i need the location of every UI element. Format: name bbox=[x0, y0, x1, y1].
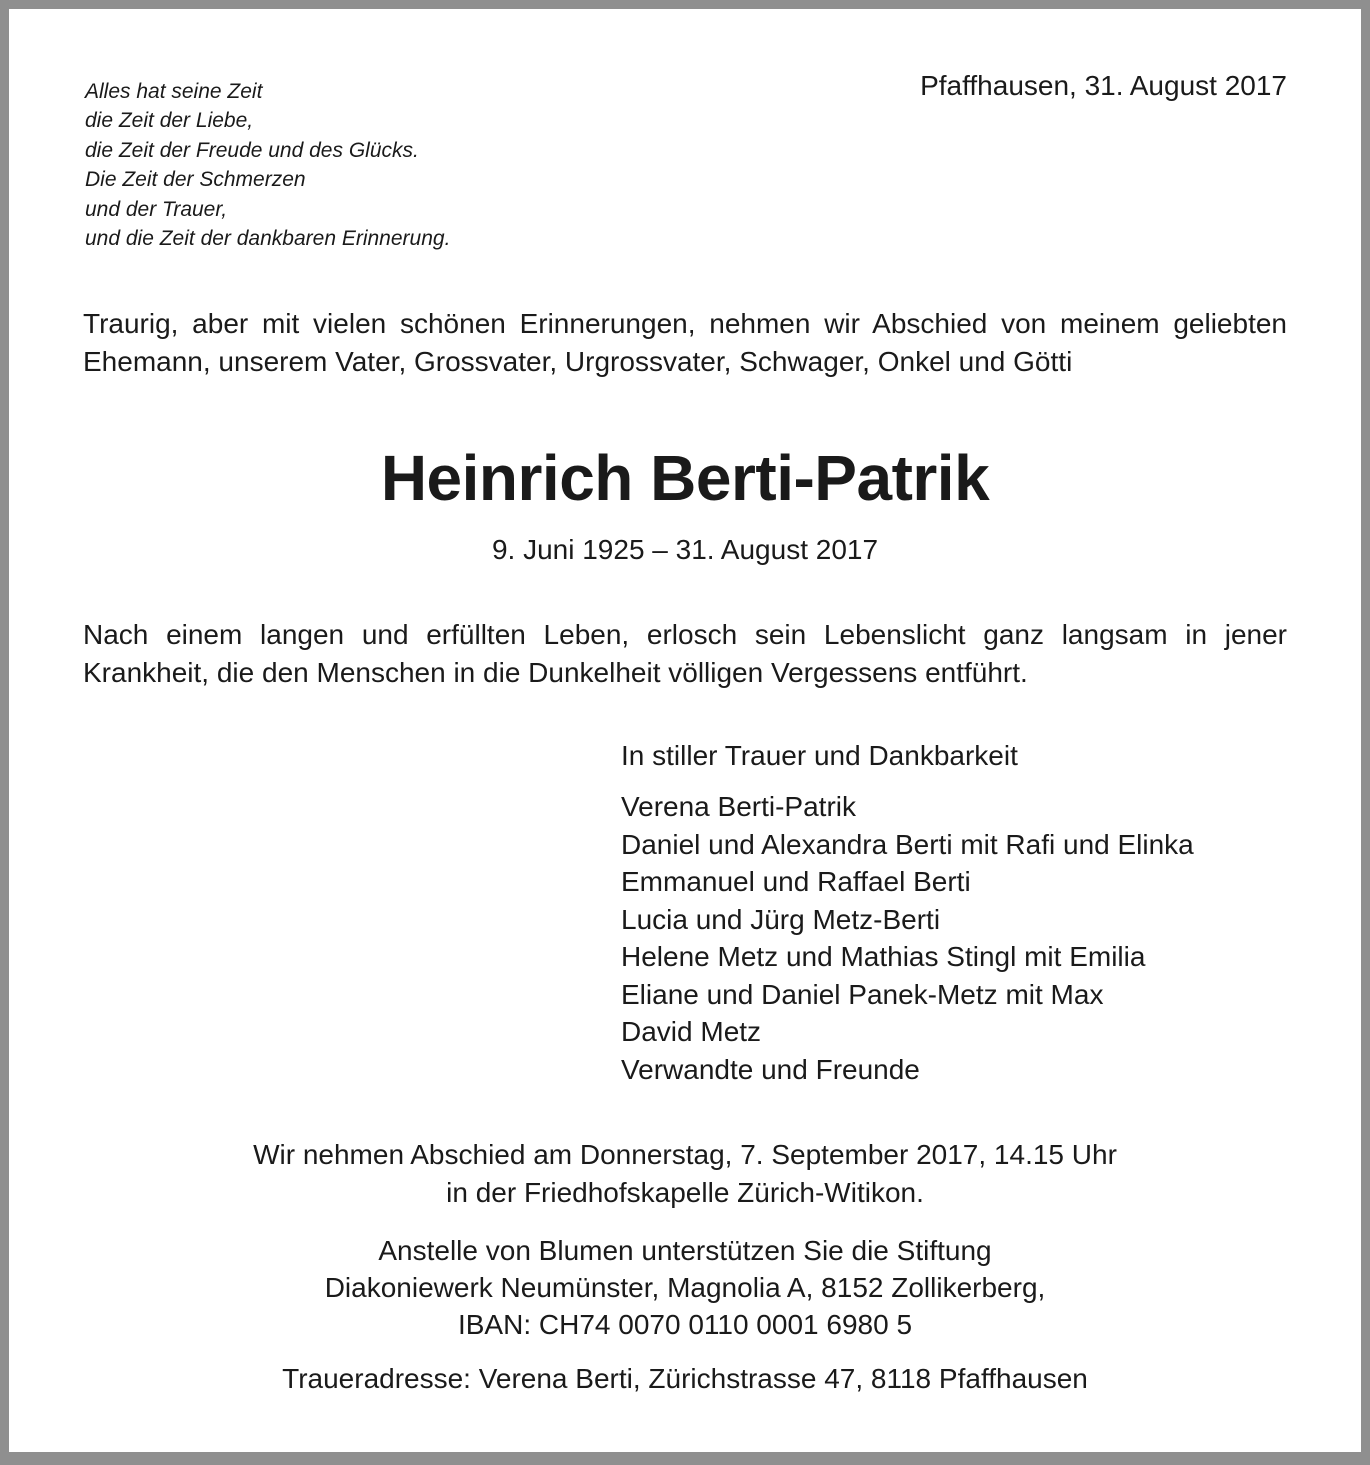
deceased-name: Heinrich Berti-Patrik bbox=[380, 442, 990, 514]
mourner-name: Verwandte und Freunde bbox=[621, 1053, 920, 1085]
poem bbox=[85, 77, 450, 253]
mourner-name: Helene Metz und Mathias Stingl mit Emilia bbox=[621, 941, 1146, 972]
mourner-name: Emmanuel und Raffael Berti bbox=[621, 866, 971, 897]
mourner-name: Daniel und Alexandra Berti mit Rafi und Elinka bbox=[621, 828, 1194, 860]
mourner-name: Verena Berti-Patrik bbox=[621, 791, 856, 822]
life-paragraph: Nach einem langen und erfüllten Leben, erlosch sein Lebenslicht ganz langsam in jener Krankheit, die den Menschen in die Dunkelheit völligen Vergessens entführt. bbox=[83, 619, 1287, 688]
farewell-line: in der Friedhofskapelle Zürich-Witikon. bbox=[446, 1176, 924, 1208]
farewell-notice bbox=[9, 1136, 1361, 1211]
poem-line: Die Zeit der Schmerzen bbox=[85, 168, 306, 192]
farewell-line: Wir nehmen Abschied am Donnerstag, 7. September 2017, 14.15 Uhr bbox=[253, 1139, 1117, 1170]
place-date: Pfaffhausen, 31. August 2017 bbox=[920, 70, 1287, 101]
mourner-name: Eliane und Daniel Panek-Metz mit Max bbox=[621, 978, 1104, 1010]
poem-line: und der Trauer, bbox=[85, 197, 228, 221]
mourner-list bbox=[621, 788, 1194, 1088]
poem-line: Alles hat seine Zeit bbox=[85, 80, 263, 103]
poem-line: die Zeit der Liebe, bbox=[85, 109, 254, 133]
mourner-name: Lucia und Jürg Metz-Berti bbox=[621, 903, 941, 935]
intro-paragraph: Traurig, aber mit vielen schönen Erinnerungen, nehmen wir Abschied von meinem geliebten Ehemann, unserem Vater, Grossvater, Urgrossvater, Schwager, Onkel und Götti bbox=[83, 308, 1287, 377]
mourning-address: Traueradresse: Verena Berti, Zürichstrasse 47, 8118 Pfaffhausen bbox=[282, 1363, 1088, 1394]
mourner-name: David Metz bbox=[621, 1016, 762, 1047]
lifespan-dates: 9. Juni 1925 – 31. August 2017 bbox=[491, 534, 879, 565]
poem-line: die Zeit der Freude und des Glücks. bbox=[85, 138, 419, 162]
donation-line: Diakoniewerk Neumünster, Magnolia A, 8152 Zollikerberg, bbox=[324, 1272, 1046, 1303]
mourning-heading: In stiller Trauer und Dankbarkeit bbox=[621, 740, 1018, 771]
donation-notice bbox=[9, 1232, 1361, 1343]
donation-iban: IBAN: CH74 0070 0110 0001 6980 5 bbox=[457, 1309, 913, 1340]
obituary-page bbox=[9, 9, 1361, 1452]
poem-line: und die Zeit der dankbaren Erinnerung. bbox=[85, 227, 451, 251]
donation-line: Anstelle von Blumen unterstützen Sie die Stiftung bbox=[378, 1235, 992, 1266]
